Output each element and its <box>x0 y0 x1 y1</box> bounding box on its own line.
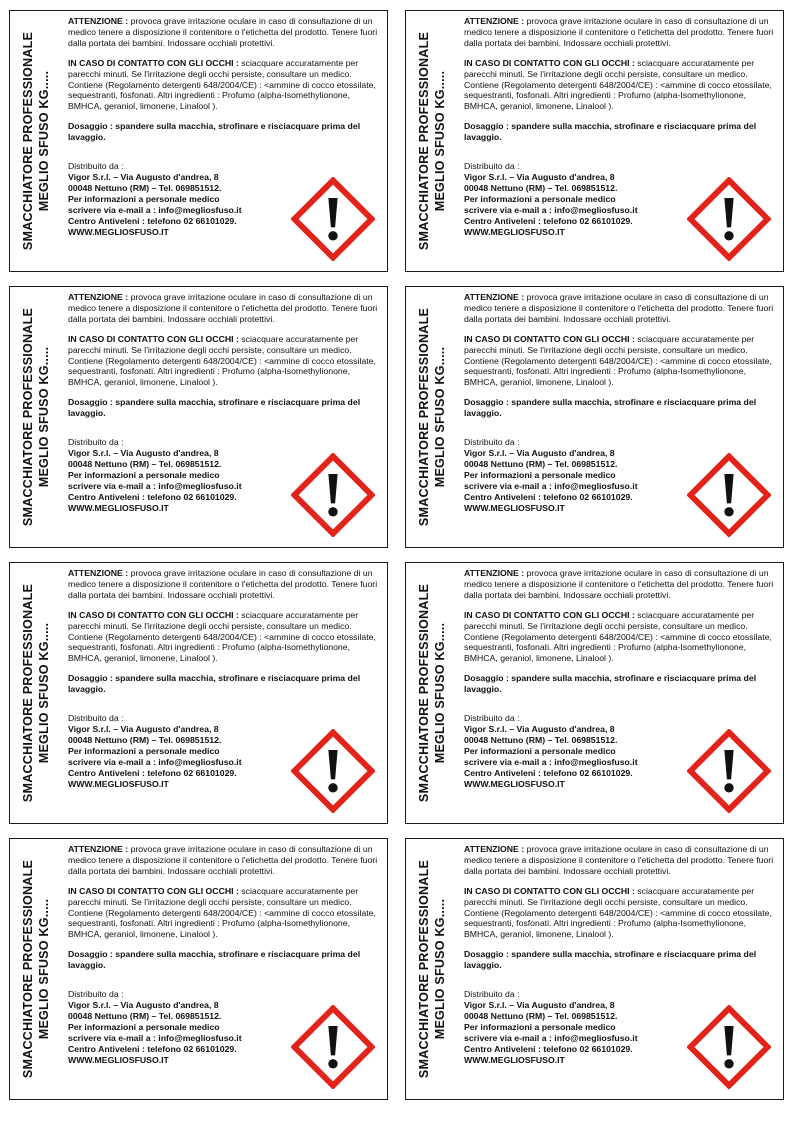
dosage-paragraph <box>68 121 384 143</box>
label-title-strip <box>406 11 458 271</box>
eye-contact-paragraph <box>68 886 384 941</box>
website-line: WWW.MEGLIOSFUSO.IT <box>68 778 169 789</box>
eye-contact-paragraph <box>68 334 384 389</box>
eye-contact-heading: IN CASO DI CONTATTO CON GLI OCCHI : <box>464 57 635 68</box>
warning-heading: ATTENZIONE : <box>464 844 525 854</box>
title-line-2: MEGLIO SFUSO KG..... <box>37 898 51 1040</box>
info-line: Per informazioni a personale medico <box>464 745 616 756</box>
eye-contact-heading: IN CASO DI CONTATTO CON GLI OCCHI : <box>68 609 239 620</box>
warning-paragraph <box>68 568 384 601</box>
label-title-strip <box>10 563 62 823</box>
website-line: WWW.MEGLIOSFUSO.IT <box>68 1054 169 1065</box>
dosage-text: Dosaggio : spandere sulla macchia, strofinare e risciacquare prima del lavaggio. <box>68 949 361 971</box>
eye-contact-paragraph <box>464 58 780 113</box>
city-line: 00048 Nettuno (RM) – Tel. 069851512. <box>464 182 618 193</box>
title-line-2: MEGLIO SFUSO KG..... <box>433 346 447 488</box>
label-title <box>20 844 52 1094</box>
warning-text: provoca grave irritazione oculare in caso di consultazione di un medico tenere a disposizione il contenitore o l'etichetta del prodotto. Tenere fuori dalla portata dei bambini. Indossare occhiali protettivi. <box>464 844 774 876</box>
label-title <box>20 568 52 818</box>
warning-paragraph <box>464 16 780 49</box>
warning-text: provoca grave irritazione oculare in caso di consultazione di un medico tenere a disposizione il contenitore o l'etichetta del prodotto. Tenere fuori dalla portata dei bambini. Indossare occhiali protettivi. <box>464 568 774 600</box>
eye-contact-text: sciacquare accuratamente per parecchi minuti. Se l'irritazione degli occhi persiste, consultare un medico. Contiene (Regolamento detergenti 648/2004/CE) : <ammine di cocco etossilate, sequestranti, fosfonati. Altri ingredienti : Profumo (alpha-Isomethylionone, BMHCA, geraniol, limonene, Linalool ). <box>68 885 376 940</box>
distributed-by: Distribuito da : <box>68 713 124 724</box>
warning-heading: ATTENZIONE : <box>68 16 129 26</box>
city-line: 00048 Nettuno (RM) – Tel. 069851512. <box>464 734 618 745</box>
eye-contact-text: sciacquare accuratamente per parecchi minuti. Se l'irritazione degli occhi persiste, consultare un medico. Contiene (Regolamento detergenti 648/2004/CE) : <ammine di cocco etossilate, sequestranti, fosfonati. Altri ingredienti : Profumo (alpha-Isomethylionone, BMHCA, geraniol, limonene, Linalool ). <box>68 333 376 388</box>
eye-contact-heading: IN CASO DI CONTATTO CON GLI OCCHI : <box>464 885 635 896</box>
exclamation-mark-hazard-icon <box>291 729 375 813</box>
label-title <box>20 292 52 542</box>
warning-paragraph <box>464 568 780 601</box>
eye-contact-paragraph <box>68 610 384 665</box>
eye-contact-paragraph <box>464 886 780 941</box>
title-line-2: MEGLIO SFUSO KG..... <box>37 70 51 212</box>
dosage-text: Dosaggio : spandere sulla macchia, strofinare e risciacquare prima del lavaggio. <box>464 949 757 971</box>
warning-heading: ATTENZIONE : <box>68 568 129 578</box>
title-line-1: SMACCHIATORE PROFESSIONALE <box>21 31 35 251</box>
antiveleni-line: Centro Antiveleni : telefono 02 66101029. <box>464 491 633 502</box>
product-label <box>9 10 388 272</box>
exclamation-mark-hazard-icon <box>687 729 771 813</box>
exclamation-mark-hazard-icon <box>291 1005 375 1089</box>
warning-heading: ATTENZIONE : <box>68 292 129 302</box>
antiveleni-line: Centro Antiveleni : telefono 02 66101029. <box>464 215 633 226</box>
warning-paragraph <box>464 844 780 877</box>
warning-paragraph <box>68 844 384 877</box>
product-label <box>405 286 784 548</box>
dosage-text: Dosaggio : spandere sulla macchia, strofinare e risciacquare prima del lavaggio. <box>68 673 361 695</box>
distributed-by: Distribuito da : <box>68 989 124 1000</box>
warning-paragraph <box>464 292 780 325</box>
info-line: Per informazioni a personale medico <box>464 193 616 204</box>
label-title-strip <box>406 287 458 547</box>
product-label <box>405 838 784 1100</box>
eye-contact-text: sciacquare accuratamente per parecchi minuti. Se l'irritazione degli occhi persiste, consultare un medico. Contiene (Regolamento detergenti 648/2004/CE) : <ammine di cocco etossilate, sequestranti, fosfonati. Altri ingredienti : Profumo (alpha-Isomethylionone, BMHCA, geraniol, limonene, Linalool ). <box>68 57 376 112</box>
title-line-1: SMACCHIATORE PROFESSIONALE <box>417 31 431 251</box>
exclamation-mark-hazard-icon <box>687 177 771 261</box>
label-title <box>416 16 448 266</box>
eye-contact-text: sciacquare accuratamente per parecchi minuti. Se l'irritazione degli occhi persiste, consultare un medico. Contiene (Regolamento detergenti 648/2004/CE) : <ammine di cocco etossilate, sequestranti, fosfonati. Altri ingredienti : Profumo (alpha-Isomethylionone, BMHCA, geraniol, limonene, Linalool ). <box>464 333 772 388</box>
dosage-paragraph <box>68 397 384 419</box>
company-line: Vigor S.r.l. – Via Augusto d'andrea, 8 <box>464 723 615 734</box>
warning-text: provoca grave irritazione oculare in caso di consultazione di un medico tenere a disposizione il contenitore o l'etichetta del prodotto. Tenere fuori dalla portata dei bambini. Indossare occhiali protettivi. <box>68 16 378 48</box>
label-title <box>416 568 448 818</box>
city-line: 00048 Nettuno (RM) – Tel. 069851512. <box>464 458 618 469</box>
antiveleni-line: Centro Antiveleni : telefono 02 66101029. <box>68 491 237 502</box>
distributed-by: Distribuito da : <box>464 989 520 1000</box>
warning-paragraph <box>68 16 384 49</box>
dosage-text: Dosaggio : spandere sulla macchia, strofinare e risciacquare prima del lavaggio. <box>68 121 361 143</box>
label-title-strip <box>10 287 62 547</box>
title-line-2: MEGLIO SFUSO KG..... <box>433 622 447 764</box>
title-line-1: SMACCHIATORE PROFESSIONALE <box>417 307 431 527</box>
company-line: Vigor S.r.l. – Via Augusto d'andrea, 8 <box>68 999 219 1010</box>
title-line-1: SMACCHIATORE PROFESSIONALE <box>417 583 431 803</box>
title-line-2: MEGLIO SFUSO KG..... <box>37 622 51 764</box>
warning-heading: ATTENZIONE : <box>464 16 525 26</box>
dosage-paragraph <box>464 673 780 695</box>
exclamation-mark-hazard-icon <box>687 1005 771 1089</box>
info-line: Per informazioni a personale medico <box>68 1021 220 1032</box>
title-line-2: MEGLIO SFUSO KG..... <box>433 70 447 212</box>
email-line: scrivere via e-mail a : info@megliosfuso.it <box>464 480 638 491</box>
info-line: Per informazioni a personale medico <box>68 193 220 204</box>
company-line: Vigor S.r.l. – Via Augusto d'andrea, 8 <box>68 171 219 182</box>
eye-contact-text: sciacquare accuratamente per parecchi minuti. Se l'irritazione degli occhi persiste, consultare un medico. Contiene (Regolamento detergenti 648/2004/CE) : <ammine di cocco etossilate, sequestranti, fosfonati. Altri ingredienti : Profumo (alpha-Isomethylionone, BMHCA, geraniol, limonene, Linalool ). <box>68 609 376 664</box>
product-label <box>9 286 388 548</box>
dosage-paragraph <box>464 121 780 143</box>
company-line: Vigor S.r.l. – Via Augusto d'andrea, 8 <box>68 723 219 734</box>
website-line: WWW.MEGLIOSFUSO.IT <box>464 502 565 513</box>
antiveleni-line: Centro Antiveleni : telefono 02 66101029. <box>464 1043 633 1054</box>
city-line: 00048 Nettuno (RM) – Tel. 069851512. <box>464 1010 618 1021</box>
eye-contact-heading: IN CASO DI CONTATTO CON GLI OCCHI : <box>68 57 239 68</box>
eye-contact-paragraph <box>464 610 780 665</box>
title-line-2: MEGLIO SFUSO KG..... <box>433 898 447 1040</box>
distributed-by: Distribuito da : <box>68 437 124 448</box>
title-line-1: SMACCHIATORE PROFESSIONALE <box>21 307 35 527</box>
info-line: Per informazioni a personale medico <box>68 469 220 480</box>
email-line: scrivere via e-mail a : info@megliosfuso.it <box>68 204 242 215</box>
dosage-text: Dosaggio : spandere sulla macchia, strofinare e risciacquare prima del lavaggio. <box>68 397 361 419</box>
eye-contact-heading: IN CASO DI CONTATTO CON GLI OCCHI : <box>68 333 239 344</box>
product-label <box>405 562 784 824</box>
label-title-strip <box>10 11 62 271</box>
website-line: WWW.MEGLIOSFUSO.IT <box>464 226 565 237</box>
eye-contact-paragraph <box>464 334 780 389</box>
company-line: Vigor S.r.l. – Via Augusto d'andrea, 8 <box>464 999 615 1010</box>
company-line: Vigor S.r.l. – Via Augusto d'andrea, 8 <box>464 447 615 458</box>
dosage-paragraph <box>68 949 384 971</box>
warning-text: provoca grave irritazione oculare in caso di consultazione di un medico tenere a disposizione il contenitore o l'etichetta del prodotto. Tenere fuori dalla portata dei bambini. Indossare occhiali protettivi. <box>68 568 378 600</box>
product-label <box>9 838 388 1100</box>
eye-contact-text: sciacquare accuratamente per parecchi minuti. Se l'irritazione degli occhi persiste, consultare un medico. Contiene (Regolamento detergenti 648/2004/CE) : <ammine di cocco etossilate, sequestranti, fosfonati. Altri ingredienti : Profumo (alpha-Isomethylionone, BMHCA, geraniol, limonene, Linalool ). <box>464 57 772 112</box>
warning-heading: ATTENZIONE : <box>464 568 525 578</box>
company-line: Vigor S.r.l. – Via Augusto d'andrea, 8 <box>464 171 615 182</box>
eye-contact-text: sciacquare accuratamente per parecchi minuti. Se l'irritazione degli occhi persiste, consultare un medico. Contiene (Regolamento detergenti 648/2004/CE) : <ammine di cocco etossilate, sequestranti, fosfonati. Altri ingredienti : Profumo (alpha-Isomethylionone, BMHCA, geraniol, limonene, Linalool ). <box>464 885 772 940</box>
eye-contact-heading: IN CASO DI CONTATTO CON GLI OCCHI : <box>464 333 635 344</box>
antiveleni-line: Centro Antiveleni : telefono 02 66101029. <box>68 1043 237 1054</box>
dosage-text: Dosaggio : spandere sulla macchia, strofinare e risciacquare prima del lavaggio. <box>464 673 757 695</box>
distributed-by: Distribuito da : <box>464 437 520 448</box>
antiveleni-line: Centro Antiveleni : telefono 02 66101029. <box>464 767 633 778</box>
info-line: Per informazioni a personale medico <box>464 1021 616 1032</box>
antiveleni-line: Centro Antiveleni : telefono 02 66101029. <box>68 767 237 778</box>
warning-text: provoca grave irritazione oculare in caso di consultazione di un medico tenere a disposizione il contenitore o l'etichetta del prodotto. Tenere fuori dalla portata dei bambini. Indossare occhiali protettivi. <box>464 292 774 324</box>
label-title-strip <box>406 839 458 1099</box>
email-line: scrivere via e-mail a : info@megliosfuso.it <box>464 204 638 215</box>
website-line: WWW.MEGLIOSFUSO.IT <box>68 502 169 513</box>
label-title-strip <box>406 563 458 823</box>
title-line-1: SMACCHIATORE PROFESSIONALE <box>21 859 35 1079</box>
dosage-text: Dosaggio : spandere sulla macchia, strofinare e risciacquare prima del lavaggio. <box>464 121 757 143</box>
label-title <box>416 292 448 542</box>
email-line: scrivere via e-mail a : info@megliosfuso.it <box>464 1032 638 1043</box>
warning-paragraph <box>68 292 384 325</box>
city-line: 00048 Nettuno (RM) – Tel. 069851512. <box>68 734 222 745</box>
warning-text: provoca grave irritazione oculare in caso di consultazione di un medico tenere a disposizione il contenitore o l'etichetta del prodotto. Tenere fuori dalla portata dei bambini. Indossare occhiali protettivi. <box>68 292 378 324</box>
title-line-1: SMACCHIATORE PROFESSIONALE <box>21 583 35 803</box>
title-line-1: SMACCHIATORE PROFESSIONALE <box>417 859 431 1079</box>
dosage-paragraph <box>464 397 780 419</box>
eye-contact-heading: IN CASO DI CONTATTO CON GLI OCCHI : <box>464 609 635 620</box>
warning-text: provoca grave irritazione oculare in caso di consultazione di un medico tenere a disposizione il contenitore o l'etichetta del prodotto. Tenere fuori dalla portata dei bambini. Indossare occhiali protettivi. <box>464 16 774 48</box>
warning-heading: ATTENZIONE : <box>68 844 129 854</box>
email-line: scrivere via e-mail a : info@megliosfuso.it <box>68 756 242 767</box>
eye-contact-heading: IN CASO DI CONTATTO CON GLI OCCHI : <box>68 885 239 896</box>
email-line: scrivere via e-mail a : info@megliosfuso.it <box>68 1032 242 1043</box>
exclamation-mark-hazard-icon <box>687 453 771 537</box>
dosage-paragraph <box>464 949 780 971</box>
eye-contact-text: sciacquare accuratamente per parecchi minuti. Se l'irritazione degli occhi persiste, consultare un medico. Contiene (Regolamento detergenti 648/2004/CE) : <ammine di cocco etossilate, sequestranti, fosfonati. Altri ingredienti : Profumo (alpha-Isomethylionone, BMHCA, geraniol, limonene, Linalool ). <box>464 609 772 664</box>
website-line: WWW.MEGLIOSFUSO.IT <box>68 226 169 237</box>
info-line: Per informazioni a personale medico <box>68 745 220 756</box>
label-title-strip <box>10 839 62 1099</box>
exclamation-mark-hazard-icon <box>291 453 375 537</box>
title-line-2: MEGLIO SFUSO KG..... <box>37 346 51 488</box>
email-line: scrivere via e-mail a : info@megliosfuso.it <box>68 480 242 491</box>
product-label <box>9 562 388 824</box>
email-line: scrivere via e-mail a : info@megliosfuso.it <box>464 756 638 767</box>
distributed-by: Distribuito da : <box>464 713 520 724</box>
antiveleni-line: Centro Antiveleni : telefono 02 66101029. <box>68 215 237 226</box>
warning-heading: ATTENZIONE : <box>464 292 525 302</box>
website-line: WWW.MEGLIOSFUSO.IT <box>464 1054 565 1065</box>
eye-contact-paragraph <box>68 58 384 113</box>
city-line: 00048 Nettuno (RM) – Tel. 069851512. <box>68 182 222 193</box>
label-title <box>416 844 448 1094</box>
dosage-text: Dosaggio : spandere sulla macchia, strofinare e risciacquare prima del lavaggio. <box>464 397 757 419</box>
company-line: Vigor S.r.l. – Via Augusto d'andrea, 8 <box>68 447 219 458</box>
warning-text: provoca grave irritazione oculare in caso di consultazione di un medico tenere a disposizione il contenitore o l'etichetta del prodotto. Tenere fuori dalla portata dei bambini. Indossare occhiali protettivi. <box>68 844 378 876</box>
website-line: WWW.MEGLIOSFUSO.IT <box>464 778 565 789</box>
product-label <box>405 10 784 272</box>
dosage-paragraph <box>68 673 384 695</box>
city-line: 00048 Nettuno (RM) – Tel. 069851512. <box>68 458 222 469</box>
distributed-by: Distribuito da : <box>68 161 124 172</box>
info-line: Per informazioni a personale medico <box>464 469 616 480</box>
exclamation-mark-hazard-icon <box>291 177 375 261</box>
city-line: 00048 Nettuno (RM) – Tel. 069851512. <box>68 1010 222 1021</box>
distributed-by: Distribuito da : <box>464 161 520 172</box>
label-title <box>20 16 52 266</box>
